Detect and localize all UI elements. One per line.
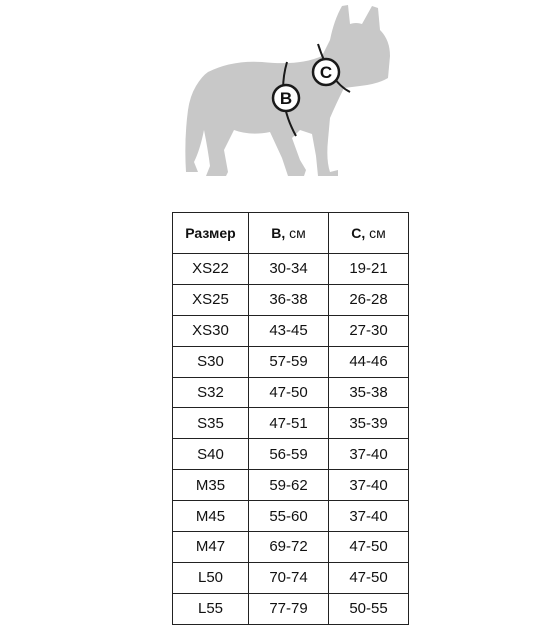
cell-c: 37-40 [329,470,409,501]
cell-c: 37-40 [329,501,409,532]
cell-size: XS30 [173,315,249,346]
cell-b: 70-74 [249,562,329,593]
measure-b-label: B [279,89,293,108]
header-c: C, см [329,213,409,254]
cell-b: 55-60 [249,501,329,532]
cell-size: XS22 [173,254,249,285]
cell-c: 37-40 [329,439,409,470]
measure-c-label: C [319,63,333,82]
cell-b: 30-34 [249,254,329,285]
cell-b: 77-79 [249,593,329,624]
measure-b-badge [273,85,299,111]
cell-size: M45 [173,501,249,532]
dog-measurement-diagram [0,0,560,205]
measure-c-badge [313,59,339,85]
table-row [173,377,409,408]
table-row [173,408,409,439]
table-row [173,284,409,315]
cell-size: M47 [173,532,249,563]
cell-b: 36-38 [249,284,329,315]
cell-b: 47-51 [249,408,329,439]
cell-c: 26-28 [329,284,409,315]
cell-size: S32 [173,377,249,408]
cell-b: 56-59 [249,439,329,470]
header-size: Размер [173,213,249,254]
table-row [173,470,409,501]
cell-size: S35 [173,408,249,439]
cell-c: 35-39 [329,408,409,439]
cell-c: 19-21 [329,254,409,285]
cell-c: 44-46 [329,346,409,377]
table-row [173,346,409,377]
cell-size: S40 [173,439,249,470]
cell-size: L55 [173,593,249,624]
cell-size: XS25 [173,284,249,315]
cell-c: 47-50 [329,562,409,593]
header-b: B, см [249,213,329,254]
table-row [173,532,409,563]
size-chart-table [172,212,409,625]
cell-b: 43-45 [249,315,329,346]
cell-size: S30 [173,346,249,377]
cell-b: 57-59 [249,346,329,377]
table-row [173,593,409,624]
table-header-row [173,213,409,254]
table-row [173,501,409,532]
cell-c: 35-38 [329,377,409,408]
cell-size: L50 [173,562,249,593]
table-row [173,439,409,470]
table-row [173,315,409,346]
cell-c: 50-55 [329,593,409,624]
dog-illustration [0,0,560,205]
cell-size: M35 [173,470,249,501]
cell-c: 27-30 [329,315,409,346]
table-row [173,562,409,593]
table-row [173,254,409,285]
cell-b: 47-50 [249,377,329,408]
cell-c: 47-50 [329,532,409,563]
cell-b: 69-72 [249,532,329,563]
cell-b: 59-62 [249,470,329,501]
